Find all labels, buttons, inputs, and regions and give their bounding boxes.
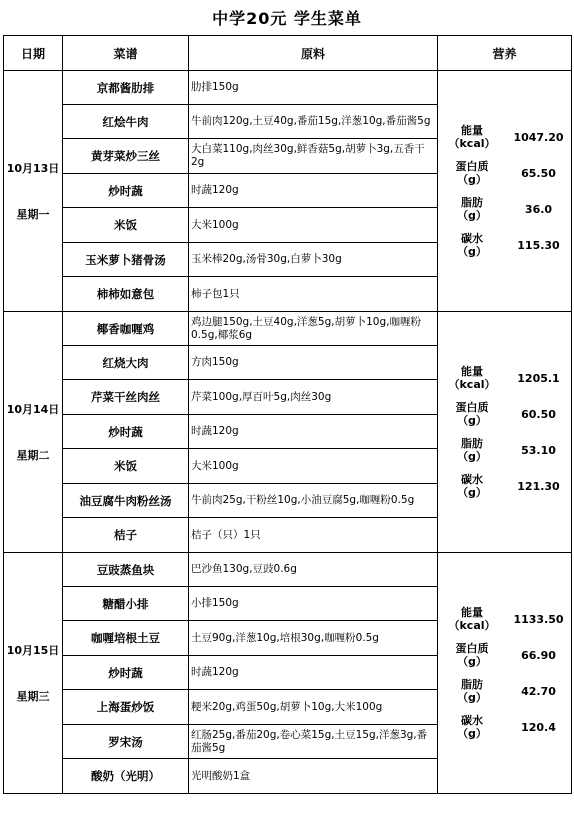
dish-name: 油豆腐牛肉粉丝汤 <box>63 484 189 518</box>
ingredients-text: 肋排150g <box>189 71 438 105</box>
nutrition-label: 能量 <box>461 124 483 137</box>
nutrition-unit: （g） <box>457 245 487 258</box>
nutrition-label-block <box>438 678 506 704</box>
nutrition-label-block <box>438 437 506 463</box>
dish-name: 桔子 <box>63 518 189 553</box>
nutrition-row <box>438 637 571 673</box>
nutrition-value: 121.30 <box>517 479 560 493</box>
nutrition-label-block <box>438 714 506 740</box>
weekday-label: 星期三 <box>16 690 50 703</box>
nutrition-label-block <box>438 232 506 258</box>
nutrition-label-block <box>438 401 506 427</box>
nutrition-value: 42.70 <box>521 684 556 698</box>
dish-name: 罗宋汤 <box>63 725 189 759</box>
date-cell <box>4 71 63 312</box>
nutrition-unit: （g） <box>457 691 487 704</box>
nutrition-unit: （kcal） <box>448 137 496 150</box>
dish-name: 京都酱肋排 <box>63 71 189 105</box>
nutrition-unit: （g） <box>457 727 487 740</box>
ingredients-text: 巴沙鱼130g,豆豉0.6g <box>189 553 438 587</box>
ingredients-text: 时蔬120g <box>189 174 438 208</box>
ingredients-text: 牛前肉25g,干粉丝10g,小油豆腐5g,咖喱粉0.5g <box>189 484 438 518</box>
nutrition-list <box>438 119 571 263</box>
nutrition-row <box>438 601 571 637</box>
nutrition-value: 60.50 <box>521 407 556 421</box>
header-dish: 菜谱 <box>63 36 189 71</box>
menu-table <box>3 35 572 794</box>
nutrition-label-block <box>438 473 506 499</box>
ingredients-text: 小排150g <box>189 587 438 621</box>
nutrition-row <box>438 155 571 191</box>
menu-row <box>4 71 572 105</box>
nutrition-row <box>438 709 571 745</box>
dish-name: 黄芽菜炒三丝 <box>63 139 189 174</box>
nutrition-unit: （g） <box>457 655 487 668</box>
nutrition-row <box>438 360 571 396</box>
nutrition-unit: （g） <box>457 173 487 186</box>
nutrition-row <box>438 468 571 504</box>
menu-row <box>4 312 572 346</box>
dish-name: 柿柿如意包 <box>63 277 189 312</box>
nutrition-list <box>438 601 571 745</box>
nutrition-value: 1047.20 <box>513 130 564 144</box>
ingredients-text: 大米100g <box>189 449 438 484</box>
nutrition-value: 36.0 <box>524 202 553 216</box>
nutrition-row <box>438 227 571 263</box>
nutrition-label: 能量 <box>461 365 483 378</box>
date-label: 10月14日 <box>6 403 60 416</box>
nutrition-label: 蛋白质 <box>455 160 489 173</box>
date-label: 10月13日 <box>6 162 60 175</box>
nutrition-cell <box>438 312 572 553</box>
weekday-label: 星期一 <box>16 208 50 221</box>
nutrition-value: 115.30 <box>517 238 560 252</box>
ingredients-text: 牛前肉120g,土豆40g,番茄15g,洋葱10g,番茄酱5g <box>189 105 438 139</box>
nutrition-label-block <box>438 365 506 391</box>
date-cell <box>4 553 63 794</box>
nutrition-label-block <box>438 606 506 632</box>
dish-name: 上海蛋炒饭 <box>63 690 189 725</box>
dish-name: 玉米萝卜猪骨汤 <box>63 243 189 277</box>
ingredients-text: 粳米20g,鸡蛋50g,胡萝卜10g,大米100g <box>189 690 438 725</box>
ingredients-text: 鸡边腿150g,土豆40g,洋葱5g,胡萝卜10g,咖喱粉0.5g,椰浆6g <box>189 312 438 346</box>
header-ingredients: 原料 <box>189 36 438 71</box>
nutrition-list <box>438 360 571 504</box>
dish-name: 炒时蔬 <box>63 415 189 449</box>
nutrition-label-block <box>438 160 506 186</box>
ingredients-text: 大米100g <box>189 208 438 243</box>
nutrition-row <box>438 432 571 468</box>
ingredients-text: 土豆90g,洋葱10g,培根30g,咖喱粉0.5g <box>189 621 438 656</box>
nutrition-unit: （g） <box>457 486 487 499</box>
nutrition-label-block <box>438 196 506 222</box>
nutrition-value: 1205.1 <box>517 371 560 385</box>
ingredients-text: 大白菜110g,肉丝30g,鲜香菇5g,胡萝卜3g,五香干2g <box>189 139 438 174</box>
header-nutrition: 营养 <box>438 36 572 71</box>
nutrition-value: 120.4 <box>521 720 556 734</box>
dish-name: 椰香咖喱鸡 <box>63 312 189 346</box>
nutrition-cell <box>438 553 572 794</box>
header-date: 日期 <box>4 36 63 71</box>
nutrition-label: 蛋白质 <box>455 401 489 414</box>
nutrition-label-block <box>438 642 506 668</box>
nutrition-value: 1133.50 <box>513 612 564 626</box>
nutrition-row <box>438 119 571 155</box>
dish-name: 米饭 <box>63 208 189 243</box>
nutrition-unit: （g） <box>457 414 487 427</box>
nutrition-value: 53.10 <box>521 443 556 457</box>
dish-name: 米饭 <box>63 449 189 484</box>
dish-name: 糖醋小排 <box>63 587 189 621</box>
date-label: 10月15日 <box>6 644 60 657</box>
nutrition-value: 66.90 <box>521 648 556 662</box>
ingredients-text: 时蔬120g <box>189 656 438 690</box>
nutrition-unit: （kcal） <box>448 619 496 632</box>
nutrition-label: 脂肪 <box>461 196 483 209</box>
weekday-label: 星期二 <box>16 449 50 462</box>
ingredients-text: 红肠25g,番茄20g,卷心菜15g,土豆15g,洋葱3g,番茄酱5g <box>189 725 438 759</box>
date-cell <box>4 312 63 553</box>
nutrition-label: 脂肪 <box>461 678 483 691</box>
nutrition-unit: （g） <box>457 209 487 222</box>
nutrition-label: 碳水 <box>461 232 483 245</box>
ingredients-text: 桔子（只）1只 <box>189 518 438 553</box>
dish-name: 豆豉蒸鱼块 <box>63 553 189 587</box>
nutrition-label: 蛋白质 <box>455 642 489 655</box>
nutrition-row <box>438 396 571 432</box>
ingredients-text: 芹菜100g,厚百叶5g,肉丝30g <box>189 380 438 415</box>
nutrition-unit: （g） <box>457 450 487 463</box>
nutrition-value: 65.50 <box>521 166 556 180</box>
page-title: 中学20元 学生菜单 <box>212 9 362 28</box>
dish-name: 咖喱培根土豆 <box>63 621 189 656</box>
dish-name: 红烧大肉 <box>63 346 189 380</box>
nutrition-label: 能量 <box>461 606 483 619</box>
ingredients-text: 时蔬120g <box>189 415 438 449</box>
dish-name: 红烩牛肉 <box>63 105 189 139</box>
nutrition-label: 碳水 <box>461 473 483 486</box>
dish-name: 酸奶（光明） <box>63 759 189 794</box>
nutrition-label-block <box>438 124 506 150</box>
dish-name: 炒时蔬 <box>63 174 189 208</box>
dish-name: 炒时蔬 <box>63 656 189 690</box>
ingredients-text: 方肉150g <box>189 346 438 380</box>
nutrition-label: 碳水 <box>461 714 483 727</box>
ingredients-text: 柿子包1只 <box>189 277 438 312</box>
ingredients-text: 玉米棒20g,汤骨30g,白萝卜30g <box>189 243 438 277</box>
header-row <box>4 36 572 71</box>
nutrition-cell <box>438 71 572 312</box>
nutrition-row <box>438 673 571 709</box>
menu-row <box>4 553 572 587</box>
dish-name: 芹菜干丝肉丝 <box>63 380 189 415</box>
ingredients-text: 光明酸奶1盒 <box>189 759 438 794</box>
nutrition-label: 脂肪 <box>461 437 483 450</box>
nutrition-unit: （kcal） <box>448 378 496 391</box>
nutrition-row <box>438 191 571 227</box>
